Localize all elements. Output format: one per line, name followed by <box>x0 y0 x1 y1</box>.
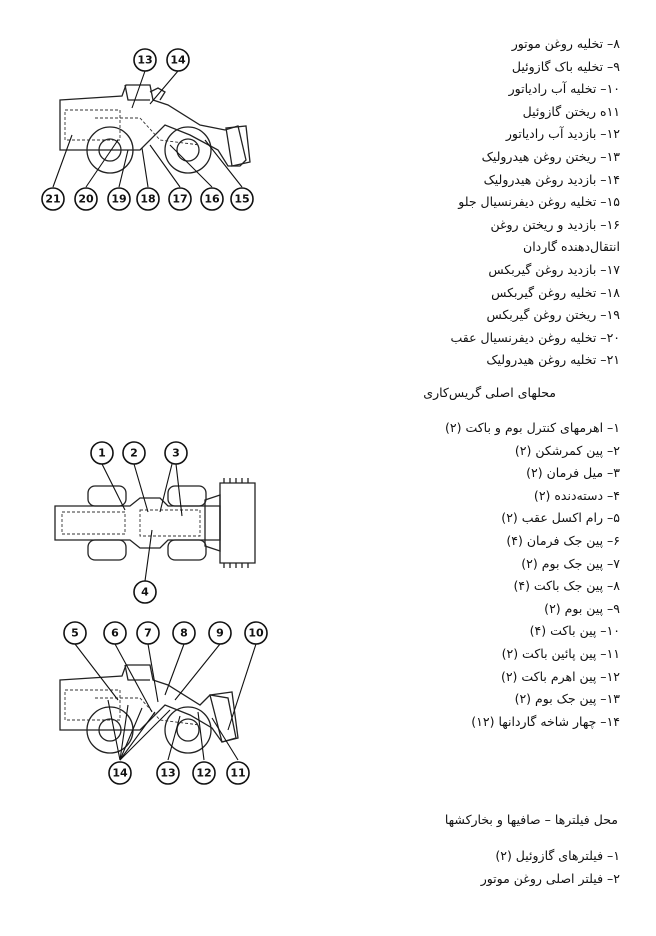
list-item: ۱– فیلترهای گازوئیل (۲) <box>495 848 620 863</box>
list-item: ۱۷– بازدید روغن گیربکس <box>488 261 620 277</box>
callout-8 <box>173 622 195 644</box>
callout-14 <box>167 49 189 71</box>
callout-21 <box>42 188 64 210</box>
callout-17 <box>169 188 191 210</box>
callout-label: 7 <box>144 626 152 640</box>
callout-7 <box>137 622 159 644</box>
callout-label: 19 <box>111 192 127 206</box>
callout-label: 20 <box>78 192 94 206</box>
callout-14 <box>109 762 131 784</box>
list-item: ۱۳– پین جک بوم (۲) <box>514 691 620 707</box>
list-item: ۷– پین جک بوم (۲) <box>521 555 620 571</box>
callout-label: 6 <box>111 626 119 640</box>
list-item: ۳– میل فرمان (۲) <box>526 465 620 481</box>
list-item: ۱۱ه ریختن گازوئیل <box>522 103 620 119</box>
callout-label: 3 <box>172 446 180 460</box>
callout-label: 13 <box>160 766 176 780</box>
list-item: ۱۵– تخلیه روغن دیفرنسیال جلو <box>458 194 620 210</box>
list-item: ۲۰– تخلیه روغن دیفرنسیال عقب <box>450 329 620 345</box>
callout-15 <box>231 188 253 210</box>
loader-side-view-diagram-2 <box>60 665 238 753</box>
list-item: ۸– تخلیه روغن موتور <box>511 36 620 51</box>
callout-label: 8 <box>180 626 188 640</box>
callout-2 <box>123 442 145 464</box>
list-item: ۱۲– پین اهرم باکت (۲) <box>500 668 620 684</box>
callout-20 <box>75 188 97 210</box>
list-item: ۲– فیلتر اصلی روغن موتور <box>480 870 620 886</box>
callout-1 <box>91 442 113 464</box>
list-item: ۵– رام اکسل عقب (۲) <box>501 510 620 526</box>
list-item: ۲۱– تخلیه روغن هیدرولیک <box>486 352 620 368</box>
callout-label: 1 <box>98 446 106 460</box>
list-item: ۱۰– تخلیه آب رادیاتور <box>508 81 620 97</box>
list-item: ۱۲– بازدید آب رادیاتور <box>505 126 620 142</box>
callout-18 <box>137 188 159 210</box>
loader-top-view-diagram <box>55 478 255 568</box>
list-item: ۱۰– پین باکت (۴) <box>529 623 620 639</box>
callout-label: 9 <box>216 626 224 640</box>
callout-label: 13 <box>137 53 153 67</box>
callout-5 <box>64 622 86 644</box>
callout-label: 18 <box>140 192 156 206</box>
callout-9 <box>209 622 231 644</box>
list-item: ۹– تخلیه باک گازوئیل <box>511 58 620 74</box>
list-item: ۱۴– چهار شاخه گاردانها (۱۲) <box>471 713 620 729</box>
callout-11 <box>227 762 249 784</box>
callout-label: 12 <box>196 766 212 780</box>
callout-13 <box>157 762 179 784</box>
callout-12 <box>193 762 215 784</box>
callout-label: 2 <box>130 446 138 460</box>
callout-label: 15 <box>234 192 250 206</box>
callout-3 <box>165 442 187 464</box>
list-item: ۱– اهرمهای کنترل بوم و باکت (۲) <box>444 420 620 435</box>
diagram-2-leaders <box>102 464 182 581</box>
callout-label: 4 <box>141 585 149 599</box>
list-item: ۱۳– ریختن روغن هیدرولیک <box>481 148 620 164</box>
list-item: ۱۴– بازدید روغن هیدرولیک <box>483 171 620 187</box>
list-item: ۱۸– تخلیه روغن گیربکس <box>491 284 620 300</box>
callout-label: 14 <box>112 766 128 780</box>
callout-6 <box>104 622 126 644</box>
list-item: ۱۹– ریختن روغن گیربکس <box>486 307 620 323</box>
callout-19 <box>108 188 130 210</box>
callout-label: 21 <box>45 192 61 206</box>
callout-label: 5 <box>71 626 79 640</box>
list-item: ۴– دسته‌دنده (۲) <box>533 487 620 503</box>
callout-label: 17 <box>172 192 188 206</box>
callout-label: 16 <box>204 192 220 206</box>
list-item: ۲– پین کمرشکن (۲) <box>514 442 620 458</box>
list-item: انتقال‌دهنده گاردان <box>523 239 620 255</box>
list-item: ۱۱– پین پائین باکت (۲) <box>501 645 620 661</box>
callout-4 <box>134 581 156 603</box>
callout-10 <box>245 622 267 644</box>
callout-label: 14 <box>170 53 186 67</box>
callout-16 <box>201 188 223 210</box>
callout-label: 10 <box>248 626 264 640</box>
list-item: ۸– پین جک باکت (۴) <box>513 578 620 594</box>
list-item: ۹– پین بوم (۲) <box>544 600 620 616</box>
filters-heading: محل فیلترها – صافیها و بخارکشها <box>444 812 618 827</box>
list-item: ۱۶– بازدید و ریختن روغن <box>490 216 620 232</box>
diagram-1-leaders <box>53 71 242 187</box>
grease-heading: محلهای اصلی گریس‌کاری <box>423 385 556 400</box>
list-item: ۶– پین جک فرمان (۴) <box>506 532 620 548</box>
callout-13 <box>134 49 156 71</box>
callout-label: 11 <box>230 766 246 780</box>
